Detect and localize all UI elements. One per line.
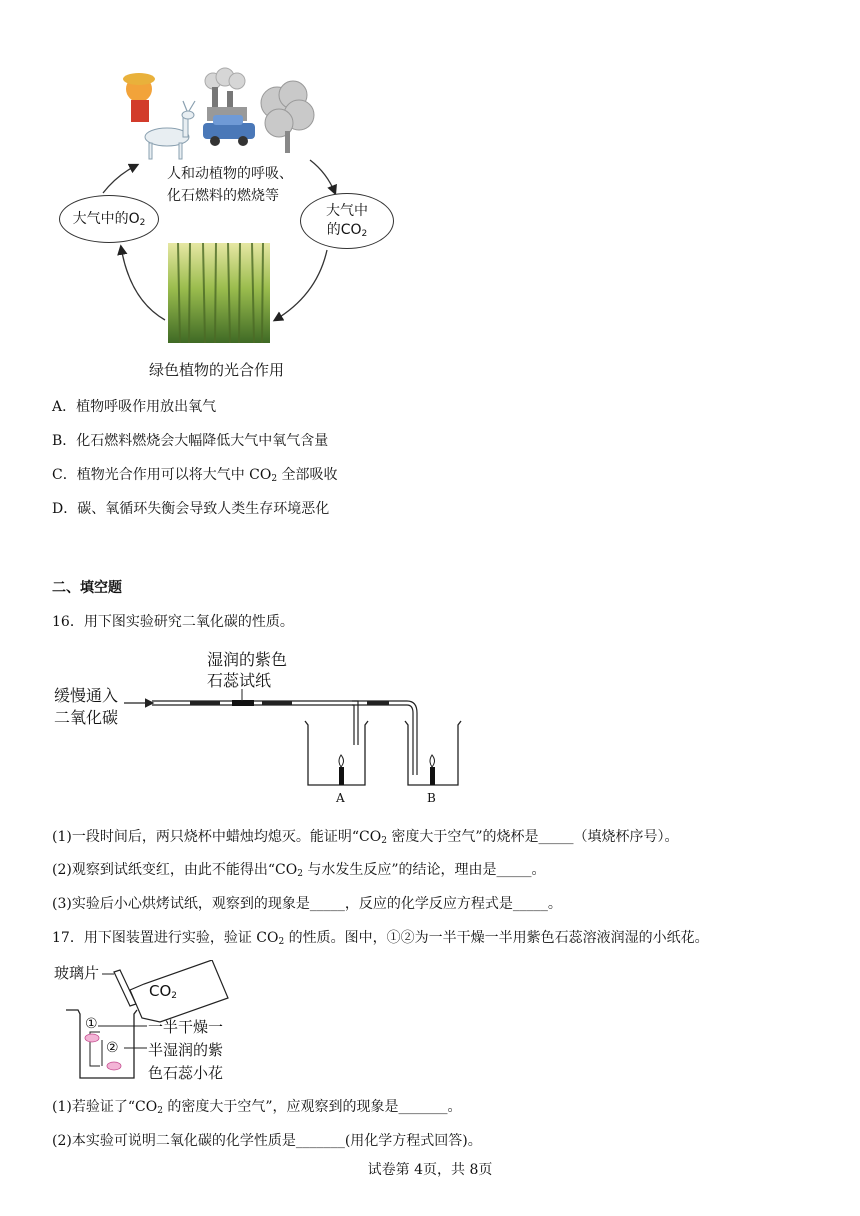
option-letter: B． bbox=[52, 433, 77, 449]
q17-stem: 17．用下图装置进行实验，验证 $CO_2$ 的性质。图中，①②为一半干燥一半用紫色石蕊溶液润湿的小纸花。 bbox=[52, 930, 709, 947]
litmus-paper-label-line1: 湿润的紫色 bbox=[207, 650, 288, 669]
option-d bbox=[52, 499, 329, 519]
flower-mark-1: ① bbox=[85, 1016, 98, 1032]
flower-note-line1: 一半干燥一 bbox=[148, 1018, 224, 1036]
option-letter: D． bbox=[52, 501, 78, 517]
option-b bbox=[52, 431, 328, 451]
beaker-a-label: A bbox=[336, 791, 345, 805]
co2-bottle-label: $CO_2$ bbox=[149, 982, 178, 1001]
atmosphere-co2-line2: 的CO bbox=[326, 222, 362, 238]
option-letter: A． bbox=[52, 399, 77, 415]
atmosphere-co2-oval: 大气中 的$CO_2$ bbox=[300, 193, 394, 249]
option-text-pre: 植物光合作用可以将大气中 CO bbox=[76, 467, 272, 483]
atmosphere-co2-line1: 大气中 bbox=[326, 203, 368, 219]
arrow-co2-to-forest bbox=[275, 250, 327, 320]
q17-part2: (2)本实验可说明二氧化碳的化学性质是_______(用化学方程式回答)。 bbox=[52, 1133, 482, 1149]
page-footer: 试卷第 4页，共 8页 bbox=[367, 1162, 493, 1178]
flower-note-line2: 半湿润的紫 bbox=[148, 1041, 224, 1059]
q16-part1: (1)一段时间后，两只烧杯中蜡烛均熄灭。能证明“$CO_2$ 密度大于空气”的烧杯是_____（填烧杯序号）。 bbox=[52, 829, 679, 846]
atmosphere-o2-oval: 大气中的$O_2$ bbox=[59, 195, 159, 243]
option-letter: C． bbox=[52, 467, 77, 483]
gas-inlet-label-line1: 缓慢通入 bbox=[54, 686, 119, 705]
option-c: C．植物光合作用可以将大气中 $CO_2$ 全部吸收 bbox=[52, 467, 338, 484]
arrow-top-to-co2 bbox=[310, 160, 335, 193]
option-a bbox=[52, 397, 216, 417]
option-text: 碳、氧循环失衡会导致人类生存环境恶化 bbox=[77, 501, 330, 517]
option-text: 植物呼吸作用放出氧气 bbox=[76, 399, 217, 415]
arrow-forest-to-o2 bbox=[121, 247, 165, 320]
option-text-post: 全部吸收 bbox=[277, 467, 338, 483]
flower-mark-2: ② bbox=[106, 1040, 119, 1056]
top-caption-line2: 化石燃料的燃烧等 bbox=[167, 188, 279, 204]
q16-stem: 16．用下图实验研究二氧化碳的性质。 bbox=[52, 614, 294, 630]
flower-note-line3: 色石蕊小花 bbox=[148, 1064, 224, 1082]
arrow-o2-to-top bbox=[103, 165, 137, 193]
top-caption-line1: 人和动植物的呼吸、 bbox=[167, 166, 293, 182]
forest-photo bbox=[168, 243, 270, 343]
respiration-illustration bbox=[117, 67, 317, 162]
q16-figure bbox=[52, 645, 472, 810]
q17-part1: (1)若验证了“$CO_2$ 的密度大于空气”，应观察到的现象是_______。 bbox=[52, 1099, 462, 1116]
q16-part3: (3)实验后小心烘烤试纸，观察到的现象是_____，反应的化学反应方程式是_____。 bbox=[52, 896, 562, 912]
option-text: 化石燃料燃烧会大幅降低大气中氧气含量 bbox=[76, 433, 329, 449]
glass-plate-label: 玻璃片 bbox=[54, 964, 100, 982]
co2-tube-apparatus bbox=[52, 645, 472, 810]
q17-figure bbox=[52, 960, 252, 1085]
beaker-b-label: B bbox=[427, 791, 436, 805]
q16-part2: (2)观察到试纸变红，由此不能得出“$CO_2$ 与水发生反应”的结论，理由是_____。 bbox=[52, 862, 546, 879]
litmus-paper-label-line2: 石蕊试纸 bbox=[207, 671, 272, 690]
bottom-caption: 绿色植物的光合作用 bbox=[149, 361, 285, 379]
atmosphere-o2-label: 大气中的O bbox=[72, 211, 140, 227]
gas-inlet-label-line2: 二氧化碳 bbox=[54, 708, 119, 727]
section-title: 二、填空题 bbox=[52, 580, 122, 596]
cycle-figure bbox=[55, 65, 405, 385]
